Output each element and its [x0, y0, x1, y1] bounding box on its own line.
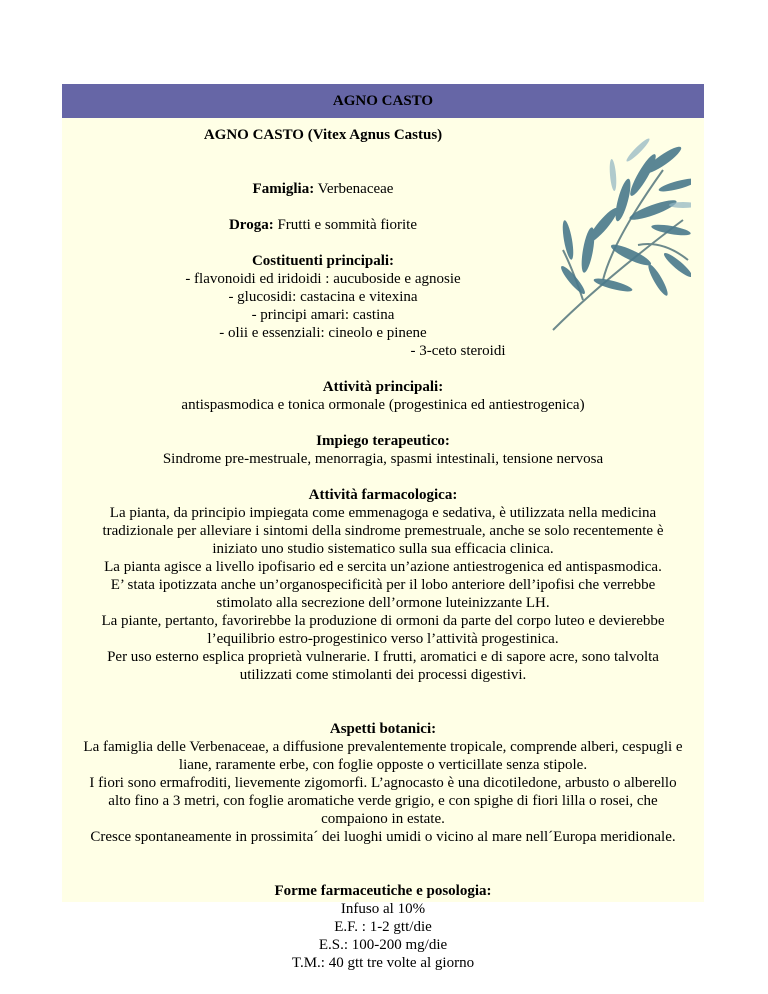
forme-heading: Forme farmaceutiche e posologia:	[274, 883, 492, 899]
botanici-line: liane, raramente erbe, con foglie opposte o verticillate senza stipole.	[178, 757, 588, 773]
farmacologica-line: iniziato uno studio sistematico sulla sua efficacia clinica.	[212, 541, 554, 557]
farmacologica-line: stimolato alla secrezione dell’ormone luteinizzante LH.	[216, 595, 550, 611]
farmacologica-line: La pianta agisce a livello ipofisario ed e sercita un’azione antiestrogenica ed antispasmodica.	[104, 559, 662, 575]
forme-line: Infuso al 10%	[340, 901, 426, 917]
impiego-heading: Impiego terapeutico:	[316, 433, 450, 449]
botanici-line: La famiglia delle Verbenaceae, a diffusione prevalentemente tropicale, comprende alberi, cespugli e	[83, 739, 683, 755]
aspetti-botanici-heading: Aspetti botanici:	[329, 721, 437, 737]
farmacologica-line: La pianta, da principio impiegata come emmenagoga e sedativa, è utilizzata nella medicina	[109, 505, 657, 521]
document-content	[62, 118, 704, 972]
forme-line: E.S.: 100-200 mg/die	[318, 937, 448, 953]
farmacologica-line: tradizionale per alleviare i sintomi della sindrome premestruale, anche se solo recentemente è	[102, 523, 664, 539]
droga-line: Droga: Frutti e sommità fiorite	[228, 217, 418, 233]
botanici-line: alto fino a 3 metri, con foglie aromatiche verde grigio, e con spighe di fiori lilla o rosei, che	[108, 793, 658, 809]
costituenti-item: - olii e essenziali: cineolo e pinene	[219, 325, 427, 341]
forme-line: T.M.: 40 gtt tre volte al giorno	[291, 955, 475, 971]
farmacologica-line: l’equilibrio estro-progestinico verso l’attività progestinica.	[207, 631, 559, 647]
botanici-line: Cresce spontaneamente in prossimita´ dei luoghi umidi o vicino al mare nell´Europa meridionale.	[90, 829, 676, 845]
farmacologica-line: E’ stata ipotizzata anche un’organospecificità per il lobo anteriore dell’ipofisi che verrebbe	[110, 577, 656, 593]
forme-line: E.F. : 1-2 gtt/die	[334, 919, 432, 935]
header-bar	[62, 84, 704, 118]
costituenti-item: - 3-ceto steroidi	[410, 343, 506, 359]
famiglia-line: Famiglia: Verbenaceae	[252, 181, 394, 197]
farmacologica-line: utilizzati come stimolanti dei processi digestivi.	[239, 667, 527, 683]
attivita-principali-text: antispasmodica e tonica ormonale (progestinica ed antiestrogenica)	[181, 397, 585, 413]
costituenti-item: - flavonoidi ed iridoidi : aucuboside e agnosie	[185, 271, 461, 287]
botanici-line: compaiono in estate.	[321, 811, 445, 827]
costituenti-heading: Costituenti principali:	[251, 253, 395, 269]
attivita-farmacologica-heading: Attività farmacologica:	[308, 487, 458, 503]
intro-title: AGNO CASTO (Vitex Agnus Castus)	[203, 127, 443, 143]
attivita-principali-heading: Attività principali:	[322, 379, 444, 395]
farmacologica-line: Per uso esterno esplica proprietà vulnerarie. I frutti, aromatici e di sapore acre, sono talvolta	[107, 649, 659, 665]
impiego-text: Sindrome pre-mestruale, menorragia, spasmi intestinali, tensione nervosa	[162, 451, 604, 467]
farmacologica-line: La piante, pertanto, favorirebbe la produzione di ormoni da parte del corpo luteo e devierebbe	[101, 613, 665, 629]
header-title: AGNO CASTO	[332, 92, 434, 109]
costituenti-item: - principi amari: castina	[251, 307, 395, 323]
costituenti-item: - glucosidi: castacina e vitexina	[228, 289, 418, 305]
botanici-line: I fiori sono ermafroditi, lievemente zigomorfi. L’agnocasto è una dicotiledone, arbusto o alberello	[89, 775, 677, 791]
document	[62, 84, 704, 971]
